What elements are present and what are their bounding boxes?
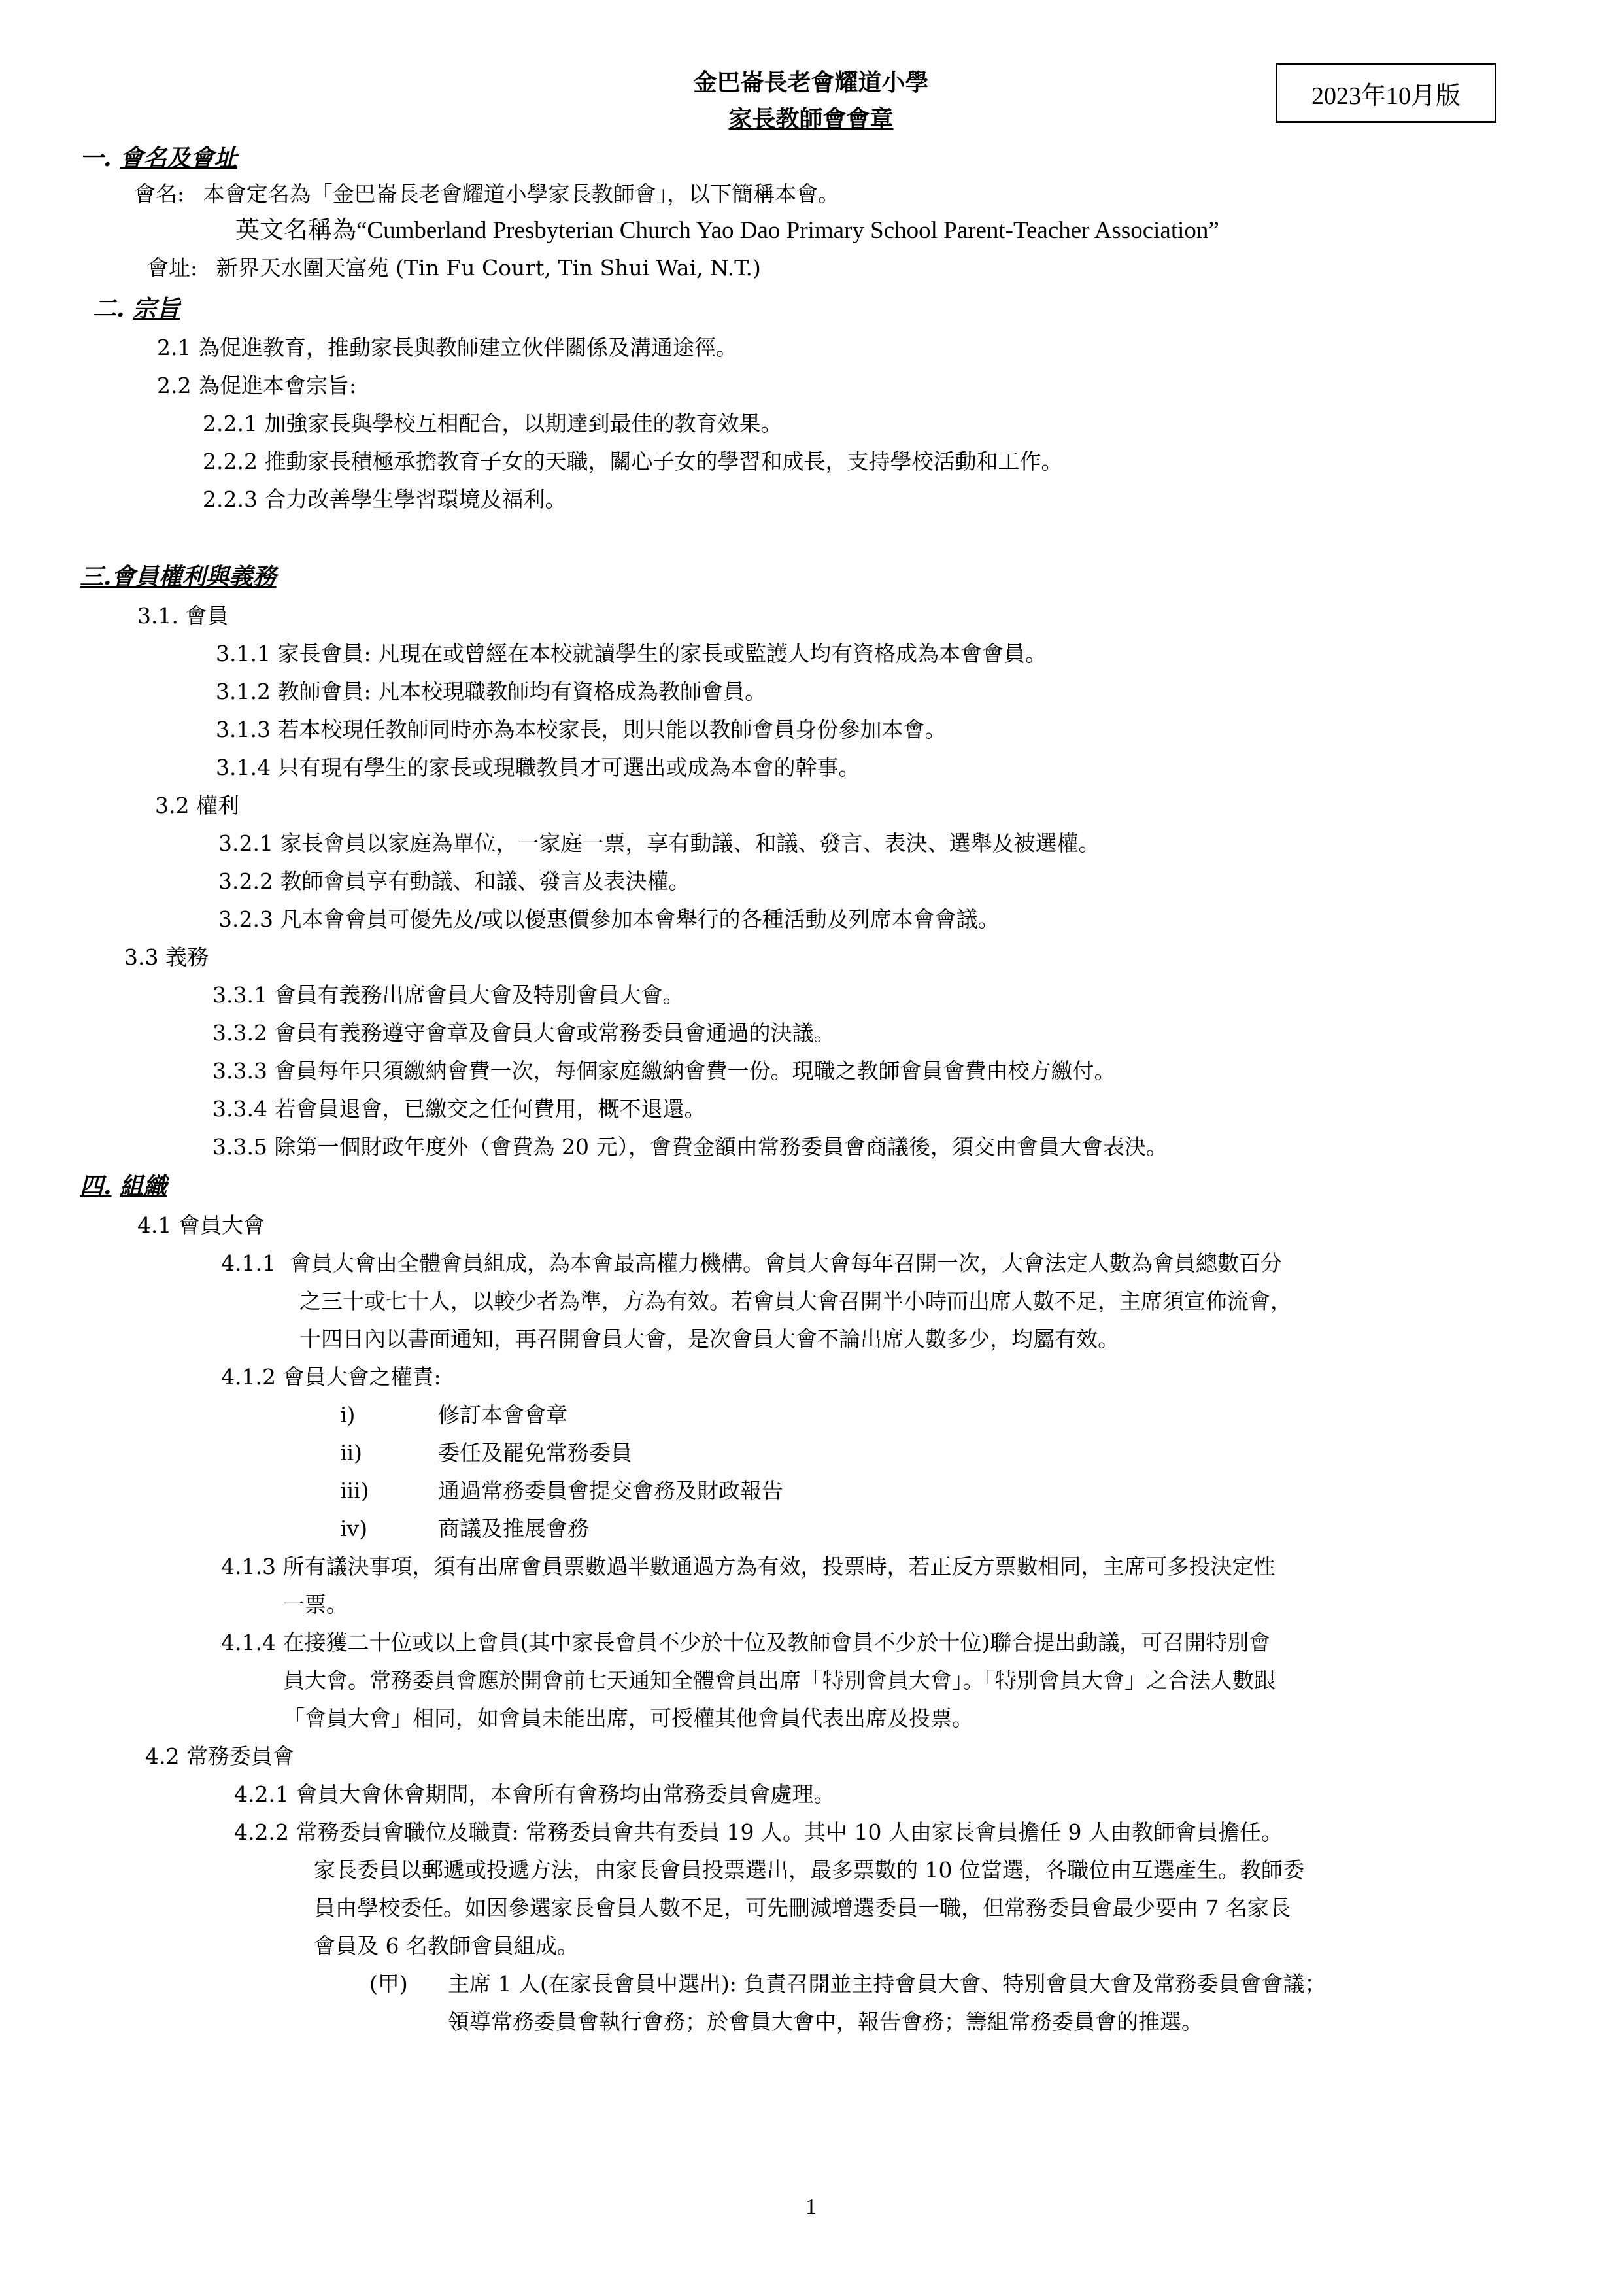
list-item: 領導常務委員會執行會務；於會員大會中，報告會務；籌組常務委員會的推選。 xyxy=(448,2009,1203,2034)
address-text: 新界天水圍天富苑 (Tin Fu Court, Tin Shui Wai, N.T.) xyxy=(216,255,761,281)
list-item: 3.3.2 會員有義務遵守會章及會員大會或常務委員會通過的決議。 xyxy=(212,1020,836,1046)
list-item: 4.1.1 會員大會由全體會員組成，為本會最高權力機構。會員大會每年召開一次，大會法定人數為會員總數百分 xyxy=(221,1250,1282,1276)
list-item: 員大會。常務委員會應於開會前七天通知全體會員出席「特別會員大會」。「特別會員大會」之合法人數跟 xyxy=(283,1668,1276,1693)
version-label: 2023年10月版 xyxy=(1311,82,1461,110)
section-1-number: 一. xyxy=(80,145,112,172)
list-item: 4.1.3 所有議決事項，須有出席會員票數過半數通過方為有效，投票時，若正反方票數相同，主席可多投決定性 xyxy=(221,1554,1276,1579)
section-2-title: 宗旨 xyxy=(133,295,180,322)
list-item: 之三十或七十人，以較少者為準，方為有效。若會員大會召開半小時而出席人數不足，主席須宣佈流會， xyxy=(299,1288,1292,1314)
section-1-heading xyxy=(80,144,237,173)
name-label: 會名: xyxy=(134,181,185,207)
list-item: 十四日內以書面通知，再召開會員大會，是次會員大會不論出席人數多少，均屬有效。 xyxy=(299,1326,1119,1352)
section-4-title: 組織 xyxy=(120,1173,167,1200)
school-name: 金巴崙長老會耀道小學 xyxy=(693,69,929,96)
section-2-number: 二. xyxy=(93,295,125,322)
list-item: 一票。 xyxy=(283,1592,348,1617)
document-title: 家長教師會會章 xyxy=(728,105,894,133)
list-item: 4.2 常務委員會 xyxy=(145,1743,294,1769)
list-item: 4.1 會員大會 xyxy=(137,1212,265,1238)
list-item: (甲) 主席 1 人(在家長會員中選出): 負責召開並主持會員大會、特別會員大會及常務委員會會議； xyxy=(369,1971,1326,1996)
list-item: 2.2.1 加強家長與學校互相配合，以期達到最佳的教育效果。 xyxy=(203,411,783,436)
list-item: 3.3 義務 xyxy=(124,944,209,970)
list-item: 3.1.4 只有現有學生的家長或現職教員才可選出或成為本會的幹事。 xyxy=(216,755,860,780)
list-item: 3.1.3 若本校現任教師同時亦為本校家長，則只能以教師會員身份參加本會。 xyxy=(216,717,947,742)
list-item: 2.2.3 合力改善學生學習環境及福利。 xyxy=(203,487,567,512)
section-1-title: 會名及會址 xyxy=(120,145,238,172)
page-number: 1 xyxy=(805,2195,817,2219)
list-item: 家長委員以郵遞或投遞方法，由家長會員投票選出，最多票數的 10 位當選，各職位由互選產生。教師委 xyxy=(314,1857,1304,1883)
name-row xyxy=(134,180,839,209)
section-3-heading xyxy=(80,562,277,591)
list-item: 2.2.2 推動家長積極承擔教育子女的天職，關心子女的學習和成長，支持學校活動和工作。 xyxy=(203,449,1063,474)
english-name-row xyxy=(235,216,1219,245)
list-item: 3.1. 會員 xyxy=(137,603,229,628)
list-item: 3.2.1 家長會員以家庭為單位，一家庭一票，享有動議、和議、發言、表決、選舉及被選權。 xyxy=(218,831,1100,856)
list-item: 3.3.1 會員有義務出席會員大會及特別會員大會。 xyxy=(212,982,684,1008)
list-item: 3.3.5 除第一個財政年度外（會費為 20 元），會費金額由常務委員會商議後，須交由會員大會表決。 xyxy=(212,1134,1168,1159)
list-item: 3.1.1 家長會員: 凡現在或曾經在本校就讀學生的家長或監護人均有資格成為本會會員。 xyxy=(216,641,1047,666)
list-item: 「會員大會」相同，如會員未能出席，可授權其他會員代表出席及投票。 xyxy=(283,1705,973,1731)
list-item: 4.2.2 常務委員會職位及職責: 常務委員會共有委員 19 人。其中 10 人由家長會員擔任 9 人由教師會員擔任。 xyxy=(234,1819,1283,1845)
list-item: 4.2.1 會員大會休會期間，本會所有會務均由常務委員會處理。 xyxy=(234,1781,836,1807)
list-item: 4.1.2 會員大會之權責: xyxy=(221,1364,441,1390)
list-item: 3.2.2 教師會員享有動議、和議、發言及表決權。 xyxy=(218,868,690,894)
version-box xyxy=(1276,63,1496,123)
list-item: i) 修訂本會會章 xyxy=(340,1402,567,1428)
list-item: 2.2 為促進本會宗旨: xyxy=(157,373,357,398)
address-row xyxy=(147,254,761,283)
list-item: 2.1 為促進教育，推動家長與教師建立伙伴關係及溝通途徑。 xyxy=(157,335,737,360)
section-2-heading xyxy=(93,294,180,323)
list-item: 3.2.3 凡本會會員可優先及/或以優惠價參加本會舉行的各種活動及列席本會會議。 xyxy=(218,906,1000,932)
list-item: 會員及 6 名教師會員組成。 xyxy=(314,1933,579,1959)
section-4-heading xyxy=(80,1172,167,1201)
list-item: iii) 通過常務委員會提交會務及財政報告 xyxy=(340,1478,783,1503)
section-3-number: 三. xyxy=(80,563,112,591)
list-item: 4.1.4 在接獲二十位或以上會員(其中家長會員不少於十位及教師會員不少於十位)聯合提出動議，可召開特別會 xyxy=(221,1630,1271,1655)
section-4-number: 四. xyxy=(80,1173,112,1200)
list-item: 3.3.4 若會員退會，已繳交之任何費用，概不退還。 xyxy=(212,1096,706,1122)
list-item: 3.1.2 教師會員: 凡本校現職教師均有資格成為教師會員。 xyxy=(216,679,767,704)
section-3-title: 會員權利與義務 xyxy=(111,563,277,591)
list-item: 員由學校委任。如因參選家長會員人數不足，可先刪減增選委員一職，但常務委員會最少要由 7 名家長 xyxy=(314,1895,1291,1921)
list-item: ii) 委任及罷免常務委員 xyxy=(340,1440,632,1465)
list-item: iv) 商議及推展會務 xyxy=(340,1516,589,1541)
english-name-text: 英文名稱為“Cumberland Presbyterian Church Yao Dao Primary School Parent-Teacher Association” xyxy=(235,217,1219,244)
list-item: 3.2 權利 xyxy=(155,793,239,818)
address-label: 會址: xyxy=(147,255,198,281)
name-text: 本會定名為「金巴崙長老會耀道小學家長教師會」，以下簡稱本會。 xyxy=(203,181,840,207)
list-item: 3.3.3 會員每年只須繳納會費一次，每個家庭繳納會費一份。現職之教師會員會費由校方繳付。 xyxy=(212,1058,1116,1084)
